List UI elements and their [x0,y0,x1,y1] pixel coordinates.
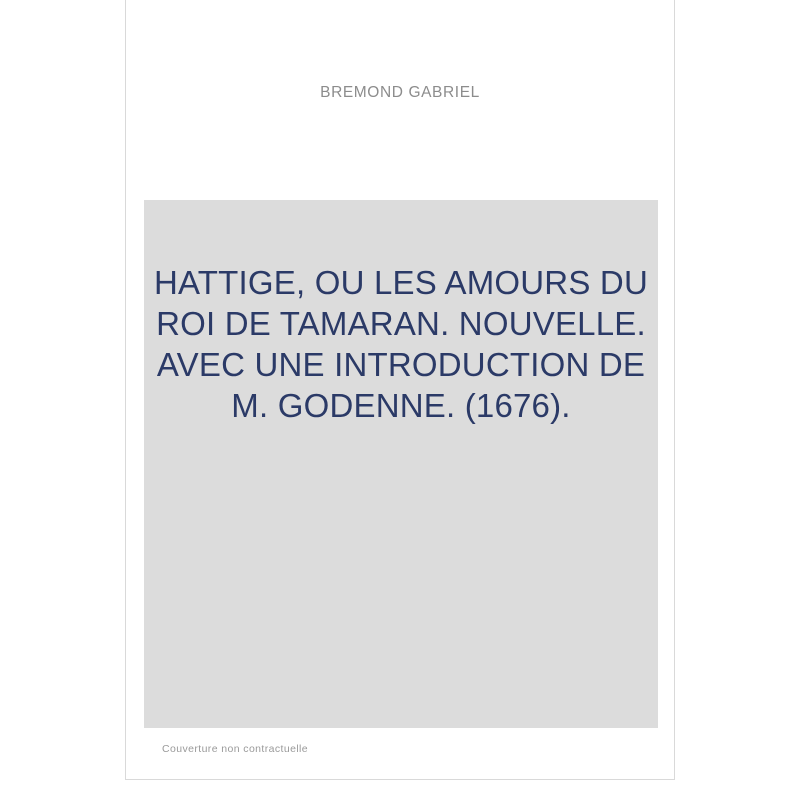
cover-disclaimer: Couverture non contractuelle [162,743,309,755]
cover-art-panel [144,200,658,728]
book-title: HATTIGE, OU LES AMOURS DU ROI DE TAMARAN. NOUVELLE. AVEC UNE INTRODUCTION DE M. GODENNE. (1676). [154,264,648,424]
book-author: BREMOND GABRIEL [320,84,480,101]
book-cover-card [125,0,675,780]
